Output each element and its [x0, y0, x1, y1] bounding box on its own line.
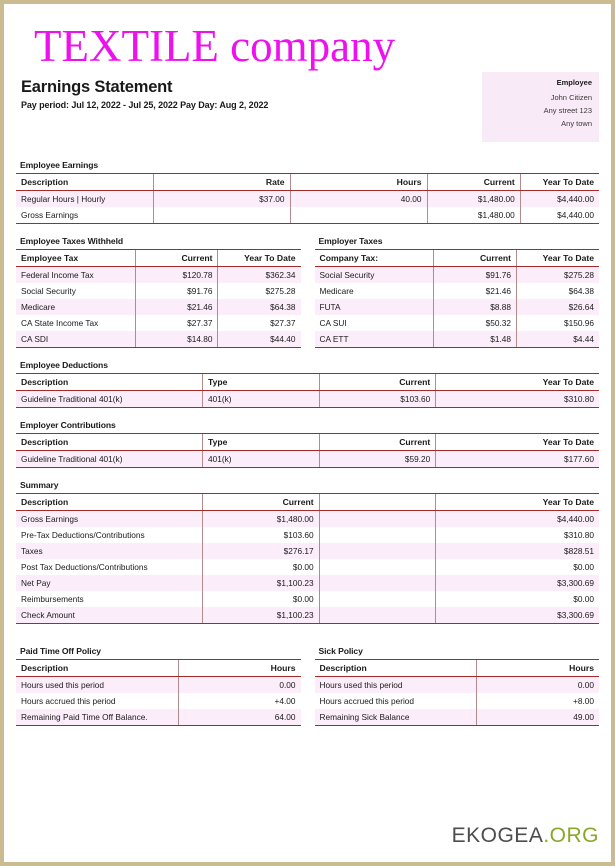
cell-spacer [319, 511, 436, 528]
cell-current: $1.48 [434, 331, 517, 348]
table-row [315, 283, 600, 299]
cell-current: $0.00 [203, 591, 320, 607]
footer-logo [452, 824, 599, 848]
col-header: Hours [290, 174, 427, 191]
col-header: Description [16, 434, 203, 451]
employee-box-heading: Employee [556, 78, 592, 87]
table-header-row [16, 494, 599, 511]
employee-street: Any street 123 [543, 106, 592, 115]
table-row [16, 391, 599, 408]
employee-town: Any town [561, 119, 592, 128]
cell-spacer [319, 575, 436, 591]
col-header: Current [427, 174, 520, 191]
document-header [16, 20, 599, 148]
cell-type: 401(k) [203, 451, 320, 468]
col-header: Year To Date [520, 174, 599, 191]
cell-description: Check Amount [16, 607, 203, 624]
table-header-row [315, 250, 600, 267]
employee-taxes-table [16, 250, 301, 348]
cell-ytd: $27.37 [218, 315, 301, 331]
cell-current: $21.46 [135, 299, 218, 315]
table-row [16, 527, 599, 543]
table-row [16, 607, 599, 624]
cell-ytd: $362.34 [218, 267, 301, 284]
cell-ytd: $3,300.69 [436, 607, 599, 624]
cell-hours: +4.00 [178, 693, 300, 709]
cell-current: $1,480.00 [427, 207, 520, 224]
col-header: Employee Tax [16, 250, 135, 267]
cell-ytd: $310.80 [436, 527, 599, 543]
cell-ytd: $275.28 [218, 283, 301, 299]
cell-hours: 49.00 [477, 709, 599, 726]
cell-tax-name: Medicare [315, 283, 434, 299]
col-header: Year To Date [516, 250, 599, 267]
cell-hours: 40.00 [290, 191, 427, 208]
section-employer-taxes [315, 236, 600, 348]
employee-earnings-table [16, 174, 599, 224]
col-header-spacer [319, 494, 436, 511]
cell-description: Gross Earnings [16, 511, 203, 528]
table-header-row [16, 374, 599, 391]
col-header: Hours [477, 660, 599, 677]
cell-tax-name: CA ETT [315, 331, 434, 348]
section-employee-deductions [16, 360, 599, 408]
col-header: Type [203, 434, 320, 451]
cell-hours: 64.00 [178, 709, 300, 726]
company-title: TEXTILE company [34, 21, 396, 71]
cell-current: $27.37 [135, 315, 218, 331]
section-title: Paid Time Off Policy [16, 646, 301, 660]
col-header: Hours [178, 660, 300, 677]
cell-ytd: $64.38 [516, 283, 599, 299]
cell-description: Taxes [16, 543, 203, 559]
cell-description: Regular Hours | Hourly [16, 191, 153, 208]
table-row [16, 575, 599, 591]
table-header-row [315, 660, 600, 677]
cell-ytd: $44.40 [218, 331, 301, 348]
section-title: Sick Policy [315, 646, 600, 660]
cell-ytd: $64.38 [218, 299, 301, 315]
table-header-row [16, 434, 599, 451]
cell-tax-name: CA SDI [16, 331, 135, 348]
cell-spacer [319, 607, 436, 624]
cell-rate: $37.00 [153, 191, 290, 208]
cell-current: $14.80 [135, 331, 218, 348]
table-row [16, 677, 301, 694]
table-row [16, 511, 599, 528]
col-header: Year To Date [436, 434, 599, 451]
section-sick-policy [315, 646, 600, 726]
pay-period-line: Pay period: Jul 12, 2022 - Jul 25, 2022 Pay Day: Aug 2, 2022 [21, 100, 269, 110]
col-header: Description [16, 494, 203, 511]
cell-description: Pre-Tax Deductions/Contributions [16, 527, 203, 543]
cell-ytd: $4.44 [516, 331, 599, 348]
cell-ytd: $828.51 [436, 543, 599, 559]
table-row [16, 591, 599, 607]
cell-current: $103.60 [203, 527, 320, 543]
section-title: Employer Taxes [315, 236, 600, 250]
col-header: Current [203, 494, 320, 511]
pto-policy-table [16, 660, 301, 726]
cell-current: $8.88 [434, 299, 517, 315]
table-row [16, 693, 301, 709]
summary-table [16, 494, 599, 624]
footer-tld: .ORG [543, 824, 599, 847]
col-header: Year To Date [436, 494, 599, 511]
cell-ytd: $150.96 [516, 315, 599, 331]
cell-spacer [319, 591, 436, 607]
cell-current: $276.17 [203, 543, 320, 559]
cell-current: $1,100.23 [203, 607, 320, 624]
cell-description: Guideline Traditional 401(k) [16, 451, 203, 468]
table-row [315, 693, 600, 709]
cell-hours: 0.00 [178, 677, 300, 694]
table-row [16, 315, 301, 331]
col-header: Description [16, 374, 203, 391]
cell-description: Reimbursements [16, 591, 203, 607]
table-row [16, 267, 301, 284]
col-header: Description [16, 174, 153, 191]
cell-tax-name: Social Security [16, 283, 135, 299]
employee-info-box [482, 72, 599, 142]
section-employer-contributions [16, 420, 599, 468]
cell-description: Hours accrued this period [16, 693, 178, 709]
col-header: Current [434, 250, 517, 267]
col-header: Current [319, 374, 436, 391]
col-header: Current [135, 250, 218, 267]
cell-current: $21.46 [434, 283, 517, 299]
employer-contributions-table [16, 434, 599, 468]
table-row [16, 451, 599, 468]
cell-description: Remaining Sick Balance [315, 709, 477, 726]
col-header: Description [315, 660, 477, 677]
section-title: Employee Earnings [16, 160, 599, 174]
table-row [315, 709, 600, 726]
cell-rate [153, 207, 290, 224]
sick-policy-table [315, 660, 600, 726]
table-header-row [16, 250, 301, 267]
cell-description: Post Tax Deductions/Contributions [16, 559, 203, 575]
col-header: Type [203, 374, 320, 391]
table-row [315, 267, 600, 284]
cell-tax-name: Federal Income Tax [16, 267, 135, 284]
cell-current: $0.00 [203, 559, 320, 575]
cell-tax-name: CA State Income Tax [16, 315, 135, 331]
table-header-row [16, 660, 301, 677]
cell-ytd: $4,440.00 [520, 207, 599, 224]
table-row [16, 331, 301, 348]
cell-ytd: $310.80 [436, 391, 599, 408]
cell-current: $91.76 [135, 283, 218, 299]
cell-current: $1,480.00 [427, 191, 520, 208]
table-row [315, 315, 600, 331]
cell-current: $59.20 [319, 451, 436, 468]
cell-hours: 0.00 [477, 677, 599, 694]
cell-ytd: $0.00 [436, 559, 599, 575]
taxes-row [16, 236, 599, 348]
cell-ytd: $177.60 [436, 451, 599, 468]
cell-hours: +8.00 [477, 693, 599, 709]
page-title: Earnings Statement [21, 78, 173, 96]
cell-hours [290, 207, 427, 224]
table-header-row [16, 174, 599, 191]
table-row [16, 543, 599, 559]
policies-row [16, 646, 599, 726]
cell-tax-name: Social Security [315, 267, 434, 284]
section-title: Summary [16, 480, 599, 494]
cell-ytd: $275.28 [516, 267, 599, 284]
section-title: Employee Deductions [16, 360, 599, 374]
table-row [16, 283, 301, 299]
cell-description: Hours used this period [16, 677, 178, 694]
cell-current: $1,480.00 [203, 511, 320, 528]
col-header: Description [16, 660, 178, 677]
table-row [315, 331, 600, 348]
col-header: Year To Date [436, 374, 599, 391]
section-pto-policy [16, 646, 301, 726]
section-title: Employee Taxes Withheld [16, 236, 301, 250]
table-row [16, 191, 599, 208]
cell-current: $1,100.23 [203, 575, 320, 591]
table-row [315, 677, 600, 694]
cell-tax-name: Medicare [16, 299, 135, 315]
section-employee-earnings [16, 160, 599, 224]
cell-type: 401(k) [203, 391, 320, 408]
cell-description: Hours used this period [315, 677, 477, 694]
cell-current: $103.60 [319, 391, 436, 408]
table-row [16, 559, 599, 575]
col-header: Company Tax: [315, 250, 434, 267]
section-title: Employer Contributions [16, 420, 599, 434]
table-row [16, 709, 301, 726]
table-row [16, 299, 301, 315]
cell-spacer [319, 527, 436, 543]
cell-description: Hours accrued this period [315, 693, 477, 709]
cell-tax-name: CA SUI [315, 315, 434, 331]
col-header: Current [319, 434, 436, 451]
col-header: Year To Date [218, 250, 301, 267]
section-summary [16, 480, 599, 624]
section-employee-taxes [16, 236, 301, 348]
cell-current: $91.76 [434, 267, 517, 284]
cell-spacer [319, 543, 436, 559]
employee-name: John Citizen [550, 93, 592, 102]
cell-tax-name: FUTA [315, 299, 434, 315]
employee-deductions-table [16, 374, 599, 408]
col-header: Rate [153, 174, 290, 191]
cell-ytd: $3,300.69 [436, 575, 599, 591]
employer-taxes-table [315, 250, 600, 348]
cell-spacer [319, 559, 436, 575]
cell-description: Gross Earnings [16, 207, 153, 224]
cell-ytd: $26.64 [516, 299, 599, 315]
cell-current: $120.78 [135, 267, 218, 284]
cell-description: Guideline Traditional 401(k) [16, 391, 203, 408]
table-row [16, 207, 599, 224]
cell-ytd: $4,440.00 [520, 191, 599, 208]
table-row [315, 299, 600, 315]
cell-description: Remaining Paid Time Off Balance. [16, 709, 178, 726]
cell-description: Net Pay [16, 575, 203, 591]
cell-ytd: $0.00 [436, 591, 599, 607]
footer-brand: EKOGEA [451, 824, 544, 847]
cell-ytd: $4,440.00 [436, 511, 599, 528]
cell-current: $50.32 [434, 315, 517, 331]
